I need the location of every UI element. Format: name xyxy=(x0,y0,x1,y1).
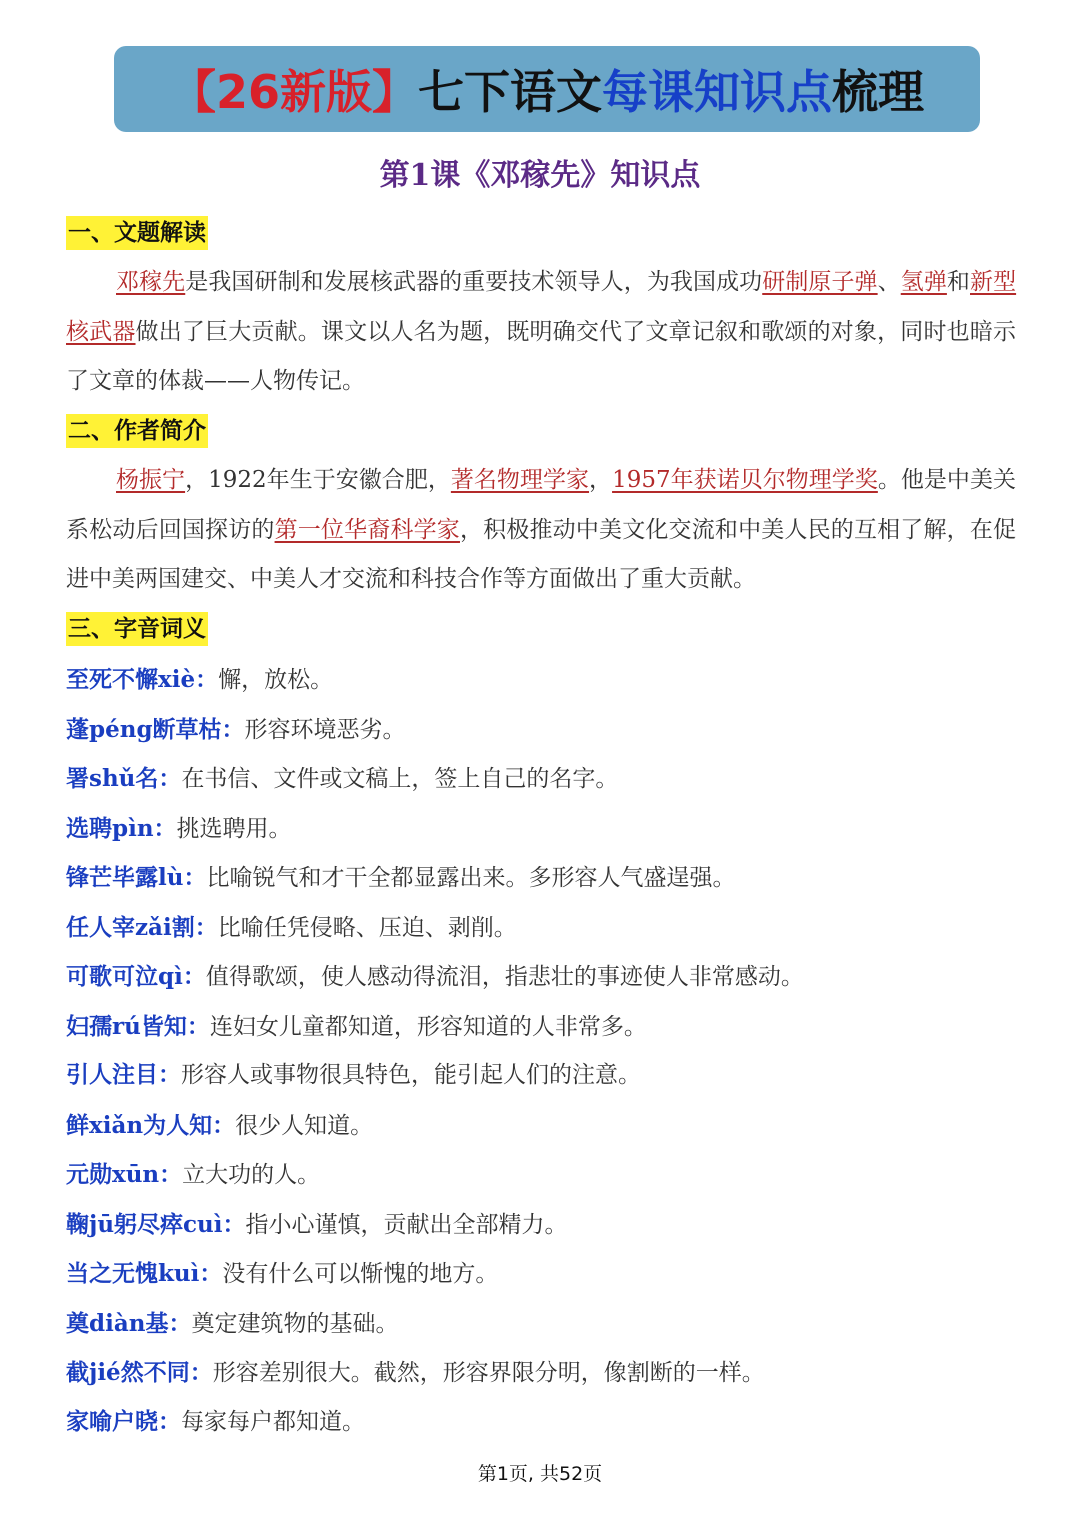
vocabulary-item xyxy=(66,1002,1026,1052)
vocabulary-item xyxy=(66,655,1026,705)
vocabulary-term: 割： xyxy=(171,914,218,941)
vocabulary-definition: 每家每户都知道。 xyxy=(181,1408,365,1435)
vocabulary-term: 奠 xyxy=(66,1310,89,1337)
vocabulary-term: ： xyxy=(183,865,207,891)
vocabulary-term: ： xyxy=(159,1162,183,1188)
vocabulary-definition: 形容环境恶劣。 xyxy=(244,716,406,743)
highlighted-term: 杨振宁 xyxy=(116,467,186,493)
vocabulary-item xyxy=(66,1101,1026,1151)
vocabulary-definition: 形容人或事物很具特色，能引起人们的注意。 xyxy=(181,1062,641,1088)
vocabulary-definition: 奠定建筑物的基础。 xyxy=(191,1310,399,1337)
vocabulary-term: 署 xyxy=(66,766,89,792)
vocabulary-term: 基： xyxy=(145,1310,192,1337)
highlighted-term: 研制原子弹 xyxy=(762,269,878,295)
title-suffix: 梳理 xyxy=(832,65,924,119)
vocabulary-item xyxy=(66,1348,1026,1398)
vocabulary-term: 鞠 xyxy=(66,1211,89,1238)
section-heading-vocabulary: 三、字音词义 xyxy=(66,612,208,646)
paragraph-text: 做出了巨大贡献。课文以人名为题，既明确交代了文章记叙和歌颂的对象，同时也暗示了文章的体裁——人物传记。 xyxy=(66,318,1017,394)
vocabulary-term: 截 xyxy=(66,1360,89,1386)
pinyin: péng xyxy=(89,715,153,743)
paragraph-text: ，积极推动中美文化交流和中美人民的互相了解，在促进中美两国建交、中美人才交流和科技合作等方面做出了重大贡献。 xyxy=(66,516,1017,592)
lesson-title: 第1课《邓稼先》知识点 xyxy=(379,158,701,193)
vocabulary-item xyxy=(66,705,1026,755)
vocabulary-item xyxy=(66,853,1026,903)
vocabulary-term: 引人注目： xyxy=(66,1062,181,1088)
pinyin: xiè xyxy=(158,666,196,693)
pinyin: lù xyxy=(158,864,184,891)
vocabulary-definition: 指小心谨慎，贡献出全部精力。 xyxy=(245,1211,568,1238)
paragraph-text: ，1922年生于安徽合肥， xyxy=(185,467,451,493)
vocabulary-term: 选聘 xyxy=(66,815,112,842)
vocabulary-term: 至死不懈 xyxy=(66,667,158,693)
vocabulary-term: ： xyxy=(153,815,177,842)
paragraph-text: ， xyxy=(589,467,613,493)
vocabulary-definition: 连妇女儿童都知道，形容知道的人非常多。 xyxy=(209,1013,647,1040)
pinyin: zǎi xyxy=(135,913,172,941)
vocabulary-definition: 挑选聘用。 xyxy=(176,815,292,842)
paragraph-text: 是我国研制和发展核武器的重要技术领导人，为我国成功 xyxy=(185,269,763,295)
pinyin: rú xyxy=(112,1012,141,1040)
highlighted-term: 邓稼先 xyxy=(116,269,186,295)
vocabulary-item xyxy=(66,1200,1026,1250)
vocabulary-term: 鲜 xyxy=(66,1112,89,1139)
vocabulary-term: 名： xyxy=(135,766,182,792)
vocabulary-term: 家喻户晓： xyxy=(66,1408,181,1435)
vocabulary-item xyxy=(66,952,1026,1002)
vocabulary-term: 锋芒毕露 xyxy=(66,865,158,891)
pinyin: shǔ xyxy=(89,765,136,792)
vocabulary-item xyxy=(66,903,1026,953)
vocabulary-term: 躬尽瘁 xyxy=(114,1211,184,1238)
vocabulary-term: ： xyxy=(195,667,219,693)
vocabulary-term: 可歌可泣 xyxy=(66,964,158,990)
title-banner xyxy=(114,46,980,132)
vocabulary-item xyxy=(66,1299,1026,1349)
vocabulary-term: 妇孺 xyxy=(66,1013,112,1040)
pinyin: kuì xyxy=(158,1260,200,1287)
vocabulary-item xyxy=(66,1249,1026,1299)
pinyin: cuì xyxy=(183,1210,223,1238)
section-heading-author-intro: 二、作者简介 xyxy=(66,414,208,448)
vocabulary-definition: 比喻锐气和才干全都显露出来。多形容人气盛逞强。 xyxy=(206,865,736,891)
vocabulary-item xyxy=(66,754,1026,804)
vocabulary-definition: 懈，放松。 xyxy=(218,667,334,693)
vocabulary-term: ： xyxy=(182,964,206,990)
section-paragraph-author-intro xyxy=(66,456,1016,605)
vocabulary-term: 任人宰 xyxy=(66,914,135,941)
vocabulary-list xyxy=(66,655,1026,1447)
pinyin: xūn xyxy=(112,1161,160,1188)
vocabulary-definition: 在书信、文件或文稿上，签上自己的名字。 xyxy=(181,766,619,792)
vocabulary-definition: 形容差别很大。截然，形容界限分明，像割断的一样。 xyxy=(212,1360,765,1386)
pinyin: xiǎn xyxy=(89,1111,144,1139)
vocabulary-definition: 很少人知道。 xyxy=(235,1112,374,1139)
vocabulary-definition: 没有什么可以惭愧的地方。 xyxy=(222,1261,499,1287)
vocabulary-term: 断草枯： xyxy=(152,716,245,743)
page-footer: 第1页, 共52页 xyxy=(477,1463,603,1485)
pinyin: diàn xyxy=(89,1309,146,1337)
vocabulary-term: 为人知： xyxy=(143,1112,236,1139)
vocabulary-definition: 立大功的人。 xyxy=(182,1162,321,1188)
paragraph-text: 。他是中美关系松动后回国探访的 xyxy=(66,467,1016,543)
vocabulary-term: ： xyxy=(222,1211,246,1238)
vocabulary-term: ： xyxy=(199,1261,223,1287)
highlighted-term: 1957年获诺贝尔物理学奖 xyxy=(612,467,878,493)
vocabulary-term: 元勋 xyxy=(66,1162,112,1188)
highlighted-term: 氢弹 xyxy=(900,269,947,295)
vocabulary-item xyxy=(66,1150,1026,1200)
highlighted-term: 著名物理学家 xyxy=(450,467,590,493)
vocabulary-definition: 比喻任凭侵略、压迫、剥削。 xyxy=(217,914,517,941)
title-edition: 【26新版】 xyxy=(169,65,418,119)
section-paragraph-title-interpretation xyxy=(66,258,1016,407)
vocabulary-term: 皆知： xyxy=(140,1013,210,1040)
highlighted-term: 新型核武器 xyxy=(66,269,1017,345)
vocabulary-term: 当之无愧 xyxy=(66,1261,158,1287)
paragraph-text: 和 xyxy=(946,269,970,295)
section-heading-title-interpretation: 一、文题解读 xyxy=(66,216,208,250)
vocabulary-item xyxy=(66,804,1026,854)
title-subject: 七下语文 xyxy=(418,65,602,119)
paragraph-text: 、 xyxy=(877,269,901,295)
vocabulary-term: 蓬 xyxy=(66,716,89,743)
pinyin: pìn xyxy=(112,814,154,842)
vocabulary-term: 然不同： xyxy=(120,1360,213,1386)
vocabulary-item xyxy=(66,1051,1026,1101)
pinyin: jié xyxy=(89,1359,121,1386)
pinyin: qì xyxy=(158,963,183,990)
highlighted-term: 第一位华裔科学家 xyxy=(274,516,460,543)
vocabulary-definition: 值得歌颂，使人感动得流泪，指悲壮的事迹使人非常感动。 xyxy=(205,964,804,990)
pinyin: jū xyxy=(89,1210,115,1238)
title-highlight: 每课知识点 xyxy=(602,65,832,119)
vocabulary-item xyxy=(66,1398,1026,1448)
